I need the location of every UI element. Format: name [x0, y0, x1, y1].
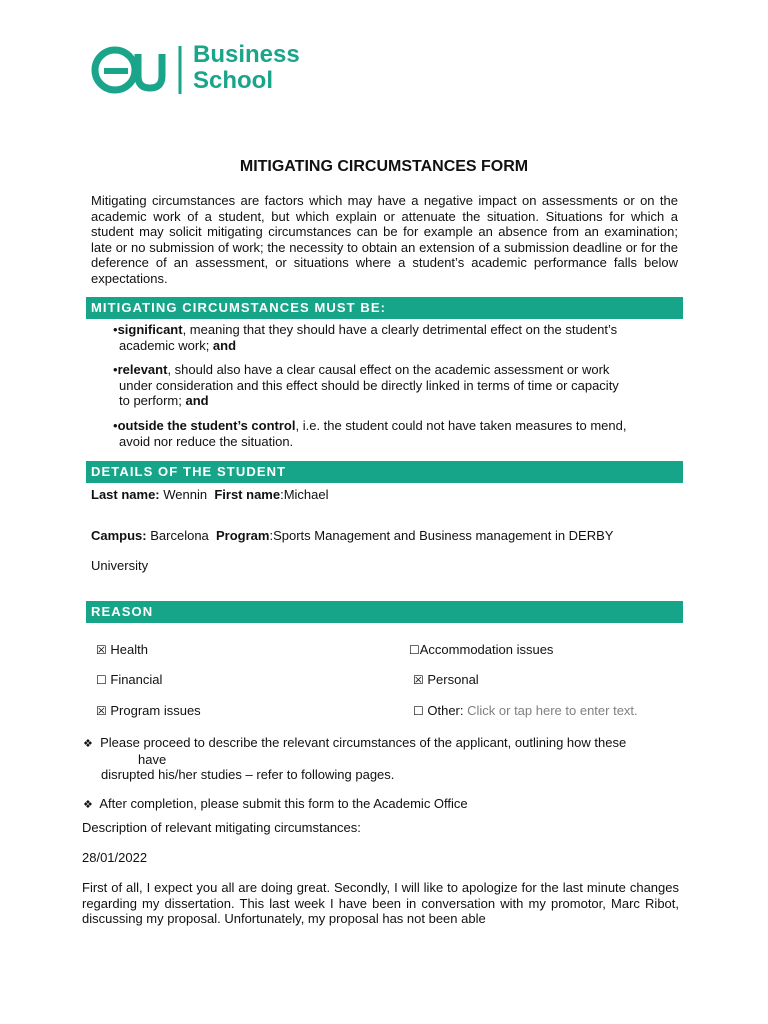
other-text-input[interactable]: Click or tap here to enter text. — [467, 703, 638, 718]
campus-label: Campus: — [91, 528, 147, 543]
bullet-relevant: •relevant, should also have a clear causal effect on the academic assessment or work under consideration and this effect should be directly linked in terms of time or capacity to perform; and — [113, 362, 619, 408]
intro-paragraph: Mitigating circumstances are factors which may have a negative impact on assessments or on the academic work of a student, but which explain or attenuate the situation. Situations for which a student may solicit mitigating circumstances can be for example an absence from an examination; late or no submission of work; the necessity to obtain an extension of a submission deadline or for the deference of an assessment, or situations where a student’s academic performance falls below expectations. — [91, 193, 678, 286]
description-body: First of all, I expect you all are doing great. Secondly, I will like to apologize for the last minute changes regarding my dissertation. This last week I have been in conversation with my promotor, Marc Ribot, discussing my proposal. Unfortunately, my proposal has not been able — [82, 880, 679, 926]
description-date: 28/01/2022 — [82, 850, 148, 865]
reason-accommodation[interactable]: ☐Accommodation issues — [409, 642, 554, 657]
reason-health[interactable]: ☒ Health — [96, 642, 148, 657]
last-name-value: Wennin — [159, 487, 208, 502]
reason-personal[interactable]: ☒ Personal — [413, 672, 479, 687]
logo-text: Business School — [193, 41, 300, 94]
checkbox-other[interactable]: ☐ — [413, 704, 424, 718]
program-university: University — [91, 558, 149, 573]
bullet-outside-control: •outside the student’s control, i.e. the student could not have taken measures to mend, avoid nor reduce the situation. — [113, 418, 627, 449]
reason-program-issues[interactable]: ☒ Program issues — [96, 703, 201, 718]
section-header-must-be: MITIGATING CIRCUMSTANCES MUST BE: — [86, 297, 683, 319]
bullet-significant: •significant, meaning that they should have a clearly detrimental effect on the student’s academic work; and — [113, 322, 618, 353]
section-header-details: DETAILS OF THE STUDENT — [86, 461, 683, 483]
first-name-label: First name — [214, 487, 281, 502]
diamond-bullet-icon: ❖ — [83, 798, 93, 811]
checkbox-program-issues[interactable]: ☒ — [96, 704, 107, 718]
page-title: MITIGATING CIRCUMSTANCES FORM — [239, 158, 529, 175]
last-name-label: Last name: — [91, 487, 160, 502]
campus-value: Barcelona — [146, 528, 209, 543]
eu-business-school-logo — [90, 42, 350, 100]
section-header-reason: REASON — [86, 601, 683, 623]
instruction-submit: ❖ After completion, please submit this form to the Academic Office — [83, 796, 468, 811]
eu-logo-mark-icon — [90, 42, 190, 100]
checkbox-health[interactable]: ☒ — [96, 643, 107, 657]
first-name-value: :Michael — [280, 487, 329, 502]
instruction-describe: ❖ Please proceed to describe the relevant circumstances of the applicant, outlining how these have disrupted his/her studies – refer to following pages. — [83, 735, 627, 782]
reason-other[interactable]: ☐ Other: Click or tap here to enter text. — [413, 703, 638, 718]
checkbox-financial[interactable]: ☐ — [96, 673, 107, 687]
description-label: Description of relevant mitigating circumstances: — [82, 820, 361, 835]
student-name-row — [91, 487, 691, 503]
diamond-bullet-icon: ❖ — [83, 737, 93, 750]
program-value: :Sports Management — [269, 528, 391, 543]
program-label: Program — [216, 528, 270, 543]
campus-program-row: Campus: Barcelona Program:Sports Management and Business management in DERBY — [91, 528, 614, 543]
reason-financial[interactable]: ☐ Financial — [96, 672, 163, 687]
checkbox-personal[interactable]: ☒ — [413, 673, 424, 687]
checkbox-accommodation[interactable]: ☐ — [409, 643, 420, 657]
